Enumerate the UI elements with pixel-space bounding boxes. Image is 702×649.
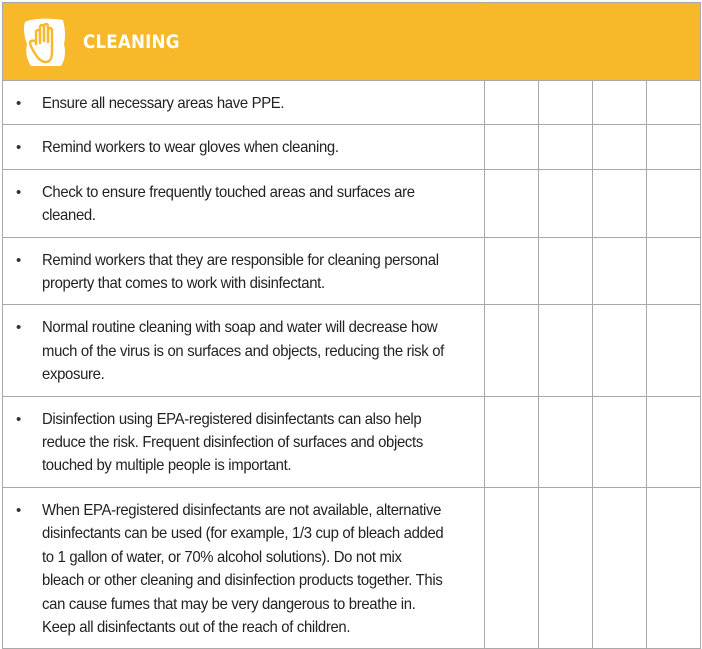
- checklist-row: [3, 396, 701, 487]
- check-box[interactable]: [647, 237, 701, 305]
- check-box[interactable]: [485, 237, 539, 305]
- checklist-row: [3, 125, 701, 169]
- section-header: [3, 3, 701, 81]
- bullet: •: [16, 319, 22, 337]
- check-box[interactable]: [593, 237, 647, 305]
- check-box[interactable]: [593, 396, 647, 487]
- item-text: Check to ensure frequently touched areas and surfaces are cleaned.: [42, 183, 415, 225]
- item-text: Disinfection using EPA-registered disinfectants can also help reduce the risk. Frequent disinfection of surfaces and objects touched by multiple people is important.: [42, 410, 423, 475]
- check-box[interactable]: [647, 169, 701, 237]
- checklist-row: [3, 169, 701, 237]
- bullet: •: [16, 410, 22, 428]
- check-box[interactable]: [647, 125, 701, 169]
- item-cell: [3, 396, 485, 487]
- hand-wipe-icon: [19, 14, 71, 70]
- check-box[interactable]: [485, 81, 539, 125]
- item-cell: [3, 305, 485, 396]
- check-box[interactable]: [593, 487, 647, 648]
- check-box[interactable]: [593, 305, 647, 396]
- bullet: •: [16, 95, 22, 112]
- check-box[interactable]: [485, 487, 539, 648]
- check-box[interactable]: [647, 487, 701, 648]
- check-box[interactable]: [539, 305, 593, 396]
- check-box[interactable]: [647, 81, 701, 125]
- item-text: Ensure all necessary areas have PPE.: [42, 95, 285, 112]
- check-box[interactable]: [485, 305, 539, 396]
- check-box[interactable]: [485, 125, 539, 169]
- check-box[interactable]: [485, 169, 539, 237]
- bullet: •: [16, 183, 22, 201]
- check-box[interactable]: [485, 396, 539, 487]
- item-cell: [3, 125, 485, 169]
- check-box[interactable]: [647, 396, 701, 487]
- item-text: Remind workers that they are responsible for cleaning personal property that comes to work with disinfectant.: [42, 251, 439, 293]
- section-header-cell: [3, 3, 485, 81]
- cleaning-checklist: [2, 2, 700, 636]
- checklist-row: [3, 237, 701, 305]
- check-box[interactable]: [539, 237, 593, 305]
- check-box[interactable]: [647, 305, 701, 396]
- checklist-row: [3, 305, 701, 396]
- bullet: •: [16, 139, 22, 157]
- check-box[interactable]: [593, 81, 647, 125]
- check-box[interactable]: [593, 125, 647, 169]
- item-cell: [3, 81, 485, 125]
- header-filler: [593, 3, 647, 81]
- header-filler: [539, 3, 593, 81]
- bullet: •: [16, 501, 22, 519]
- check-box[interactable]: [539, 487, 593, 648]
- check-box[interactable]: [539, 81, 593, 125]
- check-box[interactable]: [539, 396, 593, 487]
- item-text: Normal routine cleaning with soap and water will decrease how much of the virus is on surfaces and objects, reducing the risk of exposure.: [42, 319, 444, 384]
- header-filler: [485, 3, 539, 81]
- check-box[interactable]: [539, 125, 593, 169]
- check-box[interactable]: [539, 169, 593, 237]
- checklist-table: [2, 2, 701, 649]
- checklist-row: [3, 487, 701, 648]
- item-text: Remind workers to wear gloves when cleaning.: [42, 139, 339, 157]
- item-cell: [3, 487, 485, 648]
- checklist-row: [3, 81, 701, 125]
- header-filler: [647, 3, 701, 81]
- item-text: When EPA-registered disinfectants are not available, alternative disinfectants can be used (for example, 1/3 cup of bleach added to 1 gallon of water, or 70% alcohol solutions). Do not mix bleach or other cleaning and disinfection products together. This can cause fumes that may be very dangerous to breathe in. Keep all disinfectants out of the reach of children.: [42, 501, 444, 636]
- item-cell: [3, 237, 485, 305]
- bullet: •: [16, 251, 22, 269]
- item-cell: [3, 169, 485, 237]
- section-title: CLEANING: [83, 30, 180, 53]
- check-box[interactable]: [593, 169, 647, 237]
